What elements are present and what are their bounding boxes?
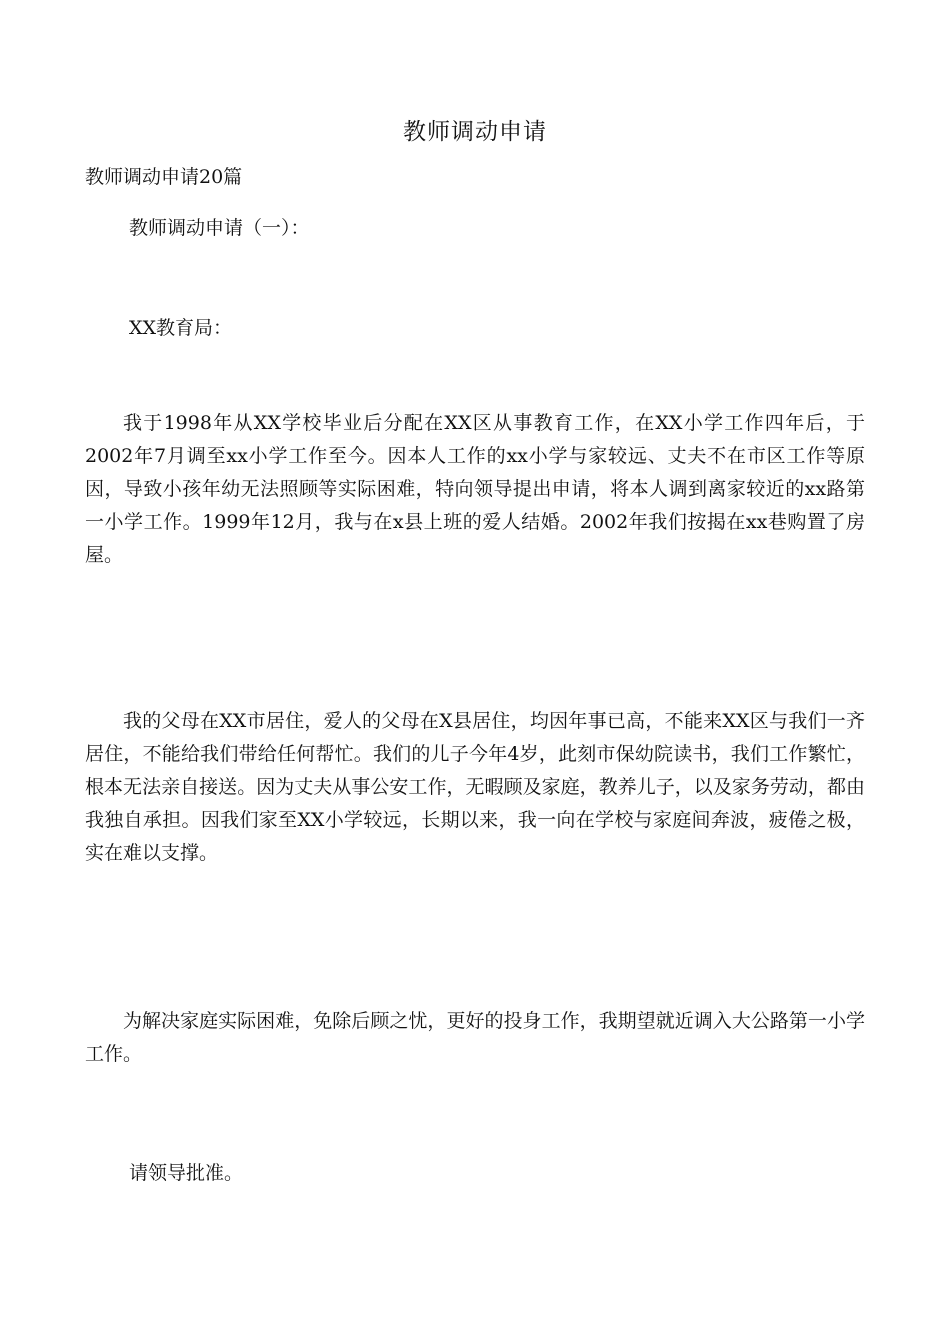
body-paragraph-3 — [85, 1005, 865, 1071]
document-title: 教师调动申请 — [403, 119, 547, 145]
body-paragraph-1 — [85, 407, 865, 572]
closing-line: 请领导批准。 — [129, 1162, 244, 1184]
paragraph-2-text: 我的父母在XX市居住，爱人的父母在X县居住，均因年事已高，不能来XX区与我们一齐居住，不能给我们带给任何帮忙。我们的儿子今年4岁，此刻市保幼院读书，我们工作繁忙，根本无法亲自接送。因为丈夫从事公安工作，无暇顾及家庭，教养儿子，以及家务劳动，都由我独自承担。因我们家至XX小学较远，长期以来，我一向在学校与家庭间奔波，疲倦之极，实在难以支撑。 — [85, 710, 865, 864]
document-subtitle: 教师调动申请20篇 — [85, 166, 243, 188]
section-heading: 教师调动申请（一）： — [129, 217, 310, 239]
paragraph-1-text: 我于1998年从XX学校毕业后分配在XX区从事教育工作，在XX小学工作四年后，于2002年7月调至xx小学工作至今。因本人工作的xx小学与家较远、丈夫不在市区工作等原因，导致小孩年幼无法照顾等实际困难，特向领导提出申请，将本人调到离家较近的xx路第一小学工作。1999年12月，我与在x县上班的爱人结婚。2002年我们按揭在xx巷购置了房屋。 — [85, 412, 865, 566]
paragraph-3-text: 为解决家庭实际困难，免除后顾之忧，更好的投身工作，我期望就近调入大公路第一小学工作。 — [85, 1010, 865, 1065]
salutation: XX教育局： — [129, 317, 233, 339]
body-paragraph-2 — [85, 705, 865, 870]
